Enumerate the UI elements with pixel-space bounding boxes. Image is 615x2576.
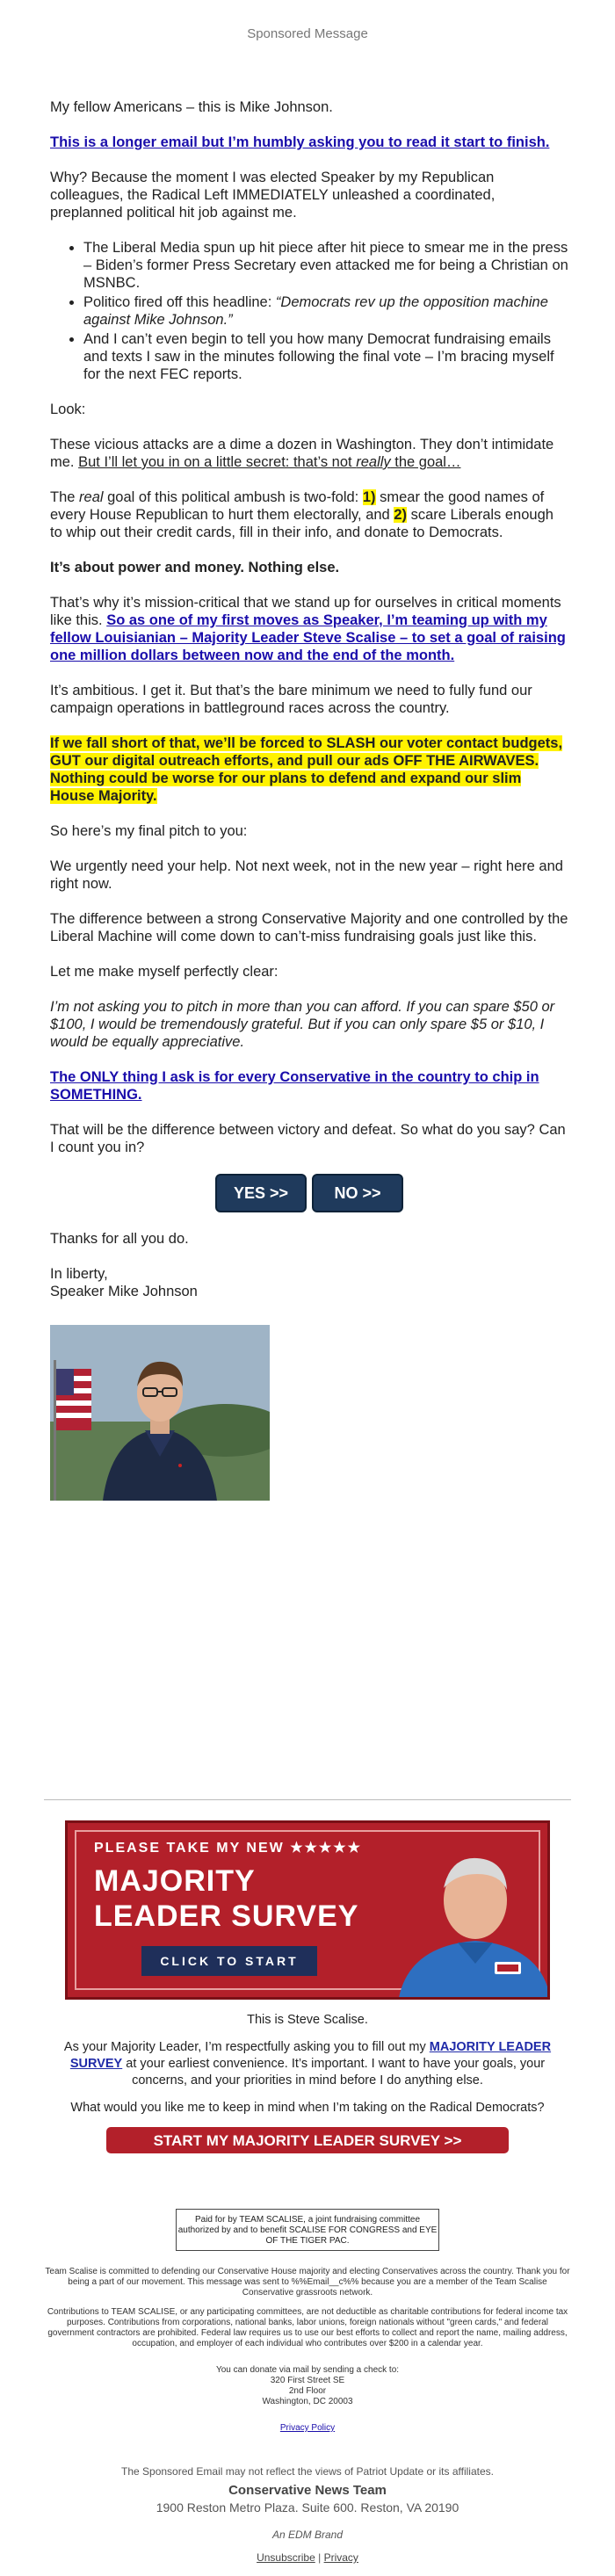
banner-headline-2: LEADER SURVEY <box>94 1899 359 1933</box>
footer-separator: | <box>315 2551 324 2564</box>
look-line: Look: <box>50 402 86 417</box>
signoff-line: In liberty, <box>50 1266 108 1282</box>
answer-buttons <box>50 1174 568 1212</box>
p5-text: That’s why it’s mission-critical that we stand up for ourselves in critical moments like this. <box>50 595 561 628</box>
paragraph-5 <box>50 594 568 664</box>
politico-headline: “Democrats rev up the opposition machine against Mike Johnson.” <box>83 294 548 328</box>
speaker-photo-illustration <box>50 1325 270 1501</box>
mail-line-4: Washington, DC 20003 <box>262 2397 353 2406</box>
disclaimer-fine-1: Team Scalise is committed to defending our Conservative House majority and electing Conservatives across the country. Thank you for being a part of our movement. This message was sent to %%Email__c%% because you are a member of the Team Scalise Conservative grassroots network. <box>45 2267 570 2297</box>
paragraph-6: It’s ambitious. I get it. But that’s the bare minimum we need to fully fund our campaign operations in battleground races across the country. <box>50 683 532 716</box>
p3-d: scare Liberals enough to whip out their credit cards, fill in their info, and donate to Democrats. <box>50 507 554 540</box>
no-button[interactable]: NO >> <box>312 1174 403 1212</box>
scalise-photo-illustration <box>372 1823 547 2000</box>
paragraph-8: So here’s my final pitch to you: <box>50 823 248 839</box>
mail-line-3: 2nd Floor <box>288 2386 327 2396</box>
yes-button[interactable]: YES >> <box>215 1174 307 1212</box>
scalise-p1-a: As your Majority Leader, I’m respectfully asking you to fill out my <box>63 2040 430 2054</box>
p2-text: These vicious attacks are a dime a dozen in Washington. They don’t intimidate me. <box>50 437 554 470</box>
signature <box>50 1265 568 1300</box>
p13-link[interactable]: The ONLY thing I ask is for every Conservative in the country to chip in SOMETHING. <box>50 1069 539 1103</box>
p3-number-1: 1) <box>362 489 376 505</box>
p3-a: The <box>50 489 80 505</box>
mail-line-1: You can donate via mail by sending a check to: <box>215 2365 400 2375</box>
paragraph-2 <box>50 436 568 471</box>
scalise-paragraph-1 <box>44 2039 571 2089</box>
paragraph-1: Why? Because the moment I was elected Speaker by my Republican colleagues, the Radical Left IMMEDIATELY unleashed a coordinated, preplanned political hit job against me. <box>50 170 496 221</box>
p3-real: real <box>79 489 104 505</box>
mail-line-2: 320 First Street SE <box>270 2376 345 2385</box>
paragraph-13 <box>50 1068 568 1103</box>
paragraph-10: The difference between a strong Conservative Majority and one controlled by the Liberal Machine will come down to can’t-miss fundraising goals just like this. <box>50 911 568 944</box>
attack-list <box>50 239 568 383</box>
start-survey-button[interactable]: START MY MAJORITY LEADER SURVEY >> <box>106 2127 509 2153</box>
paragraph-14: That will be the difference between victory and defeat. So what do you say? Can I count you in? <box>50 1122 566 1155</box>
letter-body <box>50 98 568 1501</box>
p2-secret-b: the goal… <box>390 454 461 470</box>
p3-c: smear the good names of every House Republican to hurt them electorally, and <box>50 489 545 523</box>
sponsored-label: Sponsored Message <box>247 26 368 41</box>
p2-secret <box>78 454 460 470</box>
privacy-policy-wrap <box>44 2423 571 2434</box>
privacy-policy-link[interactable]: Privacy Policy <box>279 2423 336 2433</box>
greeting: My fellow Americans – this is Mike Johnson. <box>50 99 333 115</box>
paragraph-3 <box>50 488 568 541</box>
banner-headline <box>94 1863 358 1934</box>
p5-link[interactable]: So as one of my first moves as Speaker, I’m teaming up with my fellow Louisianian – Majority Leader Steve Scalise – to set a goal of raising one million dollars between now and the end of the month. <box>50 612 566 663</box>
footer-links <box>0 2551 615 2564</box>
survey-link[interactable]: MAJORITY LEADER SURVEY <box>69 2040 552 2071</box>
banner-headline-1: MAJORITY <box>94 1864 256 1898</box>
survey-banner[interactable] <box>65 1820 550 2000</box>
p7-highlight: If we fall short of that, we’ll be forced to SLASH our voter contact budgets, GUT our digital outreach efforts, and pull our ads OFF THE AIRWAVES. Nothing could be worse for our plans to defend and expand our slim House Majority. <box>50 735 563 804</box>
speaker-photo <box>50 1325 270 1501</box>
mail-address <box>44 2365 571 2407</box>
section-divider <box>44 1799 571 1800</box>
footer-team: Conservative News Team <box>228 2483 387 2498</box>
list-item <box>83 293 568 329</box>
paid-for-box: Paid for by TEAM SCALISE, a joint fundraising committee authorized by and to benefit SCALISE FOR CONGRESS and EYE OF THE TIGER PAC. <box>176 2209 439 2251</box>
signoff-name: Speaker Mike Johnson <box>50 1284 198 1299</box>
footer-note: The Sponsored Email may not reflect the views of Patriot Update or its affiliates. <box>121 2465 494 2478</box>
politico-prefix: Politico fired off this headline: <box>83 294 276 310</box>
scalise-p1-b: at your earliest convenience. It’s important. I want to have your goals, your concerns, and your priorities in mind before I do anything else. <box>122 2057 546 2088</box>
list-item: • And I can’t even begin to tell you how many Democrat fundraising emails and texts I saw in the minutes following the final vote – I’m bracing myself for the next FEC reports. <box>83 330 568 383</box>
p3-number-2: 2) <box>394 507 407 523</box>
list-item: • The Liberal Media spun up hit piece after hit piece to smear me in the press – Biden’s former Press Secretary even attacked me for being a Christian on MSNBC. <box>83 239 568 292</box>
paragraph-9: We urgently need your help. Not next week, not in the new year – right here and right now. <box>50 858 563 892</box>
banner-cta-button[interactable]: CLICK TO START <box>141 1946 317 1976</box>
unsubscribe-link[interactable]: Unsubscribe <box>257 2551 315 2564</box>
p2-secret-a: But I’ll let you in on a little secret: that’s not <box>78 454 357 470</box>
p2-secret-really: really <box>356 454 391 470</box>
banner-kicker: PLEASE TAKE MY NEW ★★★★★ <box>94 1841 362 1856</box>
paragraph-11: Let me make myself perfectly clear: <box>50 964 279 980</box>
plea-text[interactable]: This is a longer email but I’m humbly asking you to read it start to finish. <box>50 134 550 150</box>
paragraph-4: It’s about power and money. Nothing else. <box>50 560 340 575</box>
paragraph-12: I’m not asking you to pitch in more than you can afford. If you can spare $50 or $100, I would be tremendously grateful. But if you can only spare $5 or $10, I would be equally appreciative. <box>50 999 555 1050</box>
footer-privacy-link[interactable]: Privacy <box>323 2551 358 2564</box>
plea-link[interactable] <box>50 134 568 151</box>
scalise-intro: This is Steve Scalise. <box>247 2013 368 2027</box>
disclaimer-fine-2: Contributions to TEAM SCALISE, or any participating committees, are not deductible as charitable contributions for federal income tax purposes. Contributions from corporations, national banks, labor unions, foreign nationals without "green cards," and federal government contractors are prohibited. Federal law requires us to use our best efforts to collect and report the name, mailing address, occupation, and employer of each individual who contributes over $200 in a calendar year. <box>47 2307 568 2348</box>
footer-address: 1900 Reston Metro Plaza. Suite 600. Reston, VA 20190 <box>156 2500 459 2514</box>
thanks-line: Thanks for all you do. <box>50 1231 189 1247</box>
scalise-paragraph-2: What would you like me to keep in mind when I’m taking on the Radical Democrats? <box>70 2101 545 2115</box>
footer-brand: An EDM Brand <box>271 2529 344 2541</box>
paragraph-7 <box>50 734 568 805</box>
scalise-section <box>44 2012 571 2153</box>
p3-b: goal of this political ambush is two-fold: <box>103 489 363 505</box>
